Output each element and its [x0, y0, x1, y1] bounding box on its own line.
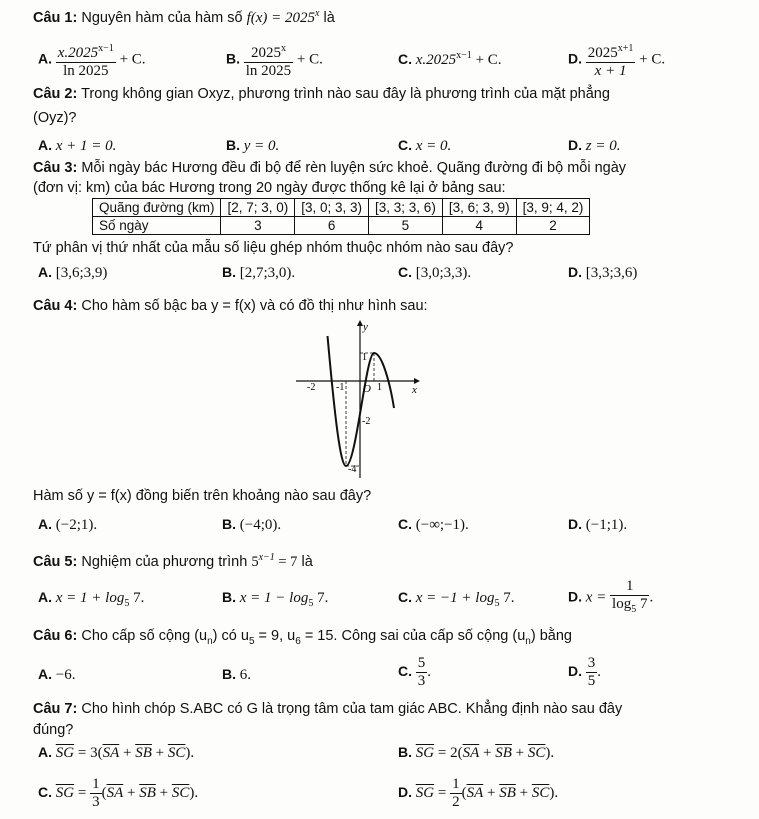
q4-option-d[interactable]: D. (−1;1). [568, 516, 628, 533]
tick-label-y-1: 1 [362, 352, 367, 363]
q3-option-d[interactable]: D. [3,3;3,6) [568, 264, 638, 281]
q3-frequency-table [92, 198, 590, 235]
table-cell: 3 [221, 217, 295, 235]
q4-stem: Câu 4: Cho hàm số bậc ba y = f(x) và có đồ thị như hình sau: [33, 298, 428, 314]
q4-option-c[interactable]: C. (−∞;−1). [398, 516, 469, 533]
q6-option-b[interactable]: B. 6. [222, 666, 251, 683]
table-header-days: Số ngày [93, 217, 221, 235]
q3-question: Tứ phân vị thứ nhất của mẫu số liệu ghép nhóm thuộc nhóm nào sau đây? [33, 240, 514, 256]
q4-label: Câu 4: [33, 298, 78, 314]
table-header-distance: Quãng đường (km) [93, 199, 221, 217]
q1-stem: Câu 1: Nguyên hàm của hàm số $f(x) = 2025^x$ là [33, 8, 335, 26]
origin-label: O [363, 383, 371, 395]
q3-stem: Câu 3: Mỗi ngày bác Hương đều đi bộ để rèn luyện sức khoẻ. Quãng đường đi bộ mỗi ngày [33, 160, 627, 176]
q2-label: Câu 2: [33, 86, 78, 102]
table-cell: 4 [442, 217, 516, 235]
x-axis-label: x [412, 384, 417, 396]
q6-label: Câu 6: [33, 628, 78, 644]
tick-label-y-minus4: -4 [348, 464, 357, 475]
y-axis-label: y [363, 321, 368, 333]
table-cell: 2 [516, 217, 590, 235]
q5-equation: $5^{x-1} = 7$ [251, 552, 298, 570]
q2-stem-line2: (Oyz)? [33, 110, 77, 126]
q4-option-b[interactable]: B. (−4;0). [222, 516, 282, 533]
q7-option-d[interactable]: D. $\overline{SG}$ = $\frac{1}{2}$ $(\overline{SA} + \overline{SB} + \overline{SC})$. [398, 776, 559, 810]
q6-option-d[interactable]: D. $\frac{3}{5}$ . [568, 655, 601, 689]
q1-function: f(x) = 2025 [246, 10, 316, 26]
q2-option-c[interactable]: C. x = 0. [398, 137, 452, 154]
q3-option-c[interactable]: C. [3,0;3,3). [398, 264, 472, 281]
table-cell: 6 [295, 217, 369, 235]
q7-option-b[interactable]: B. $\overline{SG} = 2(\overline{SA} + \overline{SB} + \overline{SC})$. [398, 744, 555, 761]
q6-option-a[interactable]: A. −6. [38, 666, 76, 683]
q7-label: Câu 7: [33, 701, 78, 717]
q5-option-a[interactable]: A. $x = 1 + \log_5 7$. [38, 589, 145, 609]
q1-option-c[interactable]: C. $x.2025^{x-1} + C$. [398, 50, 502, 68]
q5-option-b[interactable]: B. $x = 1 - \log_5 7$. [222, 589, 329, 609]
q7-option-a[interactable]: A. $\overline{SG} = 3(\overline{SA} + \overline{SB} + \overline{SC})$. [38, 744, 195, 761]
q2-option-a[interactable]: A. x + 1 = 0. [38, 137, 117, 154]
table-row [93, 199, 590, 217]
q6-option-c[interactable]: C. $\frac{5}{3}$ . [398, 655, 431, 689]
q5-stem: Câu 5: Nghiệm của phương trình $5^{x-1} = 7$ là [33, 552, 313, 570]
q4-option-a[interactable]: A. (−2;1). [38, 516, 98, 533]
tick-label-x-minus2: -2 [307, 382, 316, 393]
tick-label-x-1: 1 [377, 382, 382, 393]
q2-option-b[interactable]: B. y = 0. [226, 137, 280, 154]
q2-stem: Câu 2: Trong không gian Oxyz, phương trình nào sau đây là phương trình của mặt phẳng [33, 86, 610, 102]
table-cell: [3, 9; 4, 2) [516, 199, 590, 217]
q4-question: Hàm số y = f(x) đồng biến trên khoảng nào sau đây? [33, 488, 372, 504]
q1-option-d[interactable]: D. $\frac{2025^{x+1}}{x + 1}$ + C. [568, 40, 665, 80]
q7-stem-line2: đúng? [33, 722, 74, 738]
table-cell: [3, 0; 3, 3) [295, 199, 369, 217]
q3-label: Câu 3: [33, 160, 78, 176]
q1-label: Câu 1: [33, 10, 78, 26]
tick-label-y-minus2: -2 [362, 416, 371, 427]
q3-option-b[interactable]: B. [2,7;3,0). [222, 264, 296, 281]
cubic-curve [328, 336, 395, 466]
q3-stem-line2: (đơn vị: km) của bác Hương trong 20 ngày được thống kê lại ở bảng sau: [33, 180, 506, 196]
table-cell: [3, 6; 3, 9) [442, 199, 516, 217]
q4-function-graph [290, 318, 420, 480]
q3-option-a[interactable]: A. [3,6;3,9) [38, 264, 108, 281]
tick-label-x-minus1: -1 [336, 382, 345, 393]
q7-option-c[interactable]: C. $\overline{SG}$ = $\frac{1}{3}$ $(\overline{SA} + \overline{SB} + \overline{SC})$. [38, 776, 199, 810]
table-cell: [3, 3; 3, 6) [369, 199, 443, 217]
table-cell: 5 [369, 217, 443, 235]
q5-option-d[interactable]: D. x = $\frac{1}{\log_5 7}$ . [568, 578, 654, 615]
q1-option-a[interactable]: A. $\frac{x.2025^{x-1}}{\ln 2025}$ + C. [38, 40, 146, 80]
table-cell: [2, 7; 3, 0) [221, 199, 295, 217]
q2-option-d[interactable]: D. z = 0. [568, 137, 621, 154]
table-row [93, 217, 590, 235]
q5-option-c[interactable]: C. $x = -1 + \log_5 7$. [398, 589, 515, 609]
q6-stem: Câu 6: Cho cấp số cộng $(u_n)$ có $u_5 = 9$, $u_6 = 15$. Công sai của cấp số cộng $(u_n)$ bằng [33, 628, 572, 647]
q1-option-b[interactable]: B. $\frac{2025^x}{\ln 2025}$ + C. [226, 40, 323, 80]
q5-label: Câu 5: [33, 553, 78, 570]
q7-stem: Câu 7: Cho hình chóp S.ABC có G là trọng tâm của tam giác ABC. Khẳng định nào sau đây [33, 701, 623, 717]
